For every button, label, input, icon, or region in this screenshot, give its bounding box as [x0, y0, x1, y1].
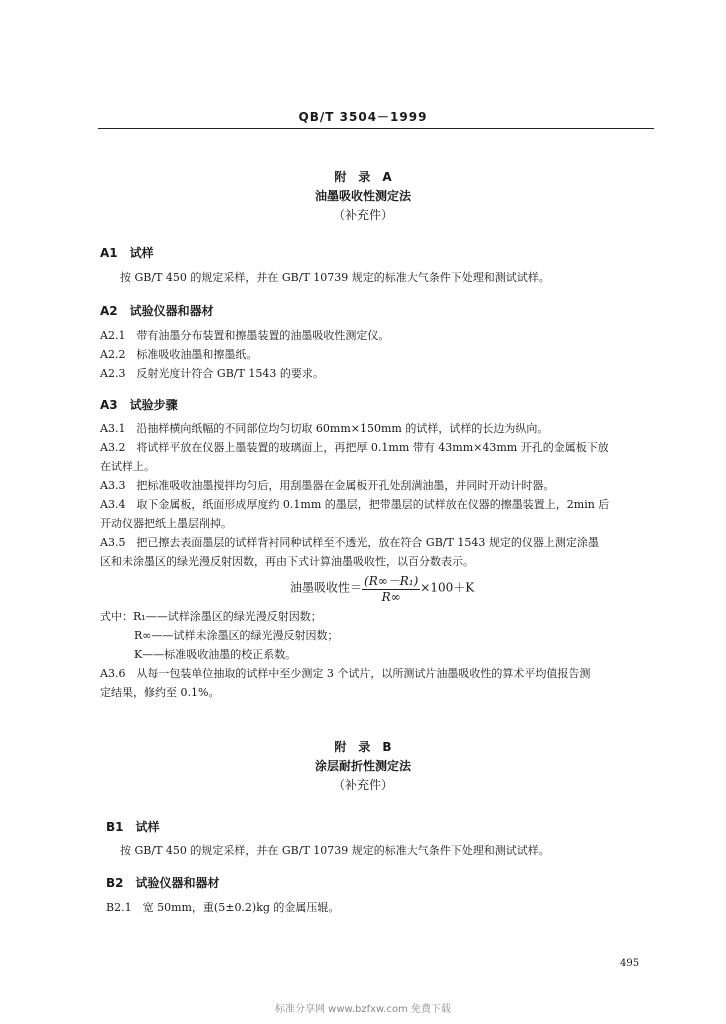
item-a3-5-line1: A3.5 把已擦去表面墨层的试样背衬同种试样至不透光，放在符合 GB/T 1543 规定的仪器上测定涂墨 [100, 536, 599, 549]
where-k: K——标准吸收油墨的校正系数。 [134, 648, 297, 661]
formula-fraction [362, 572, 420, 604]
appendix-a-subtitle: （补充件） [332, 208, 393, 222]
section-b2-heading: B2 试验仪器和器材 [106, 876, 220, 890]
header-rule [98, 128, 654, 129]
item-a2-2: A2.2 标准吸收油墨和擦墨纸。 [100, 348, 258, 361]
section-b1-heading: B1 试样 [106, 820, 160, 834]
appendix-b-title: 涂层耐折性测定法 [314, 759, 411, 773]
where-r1: 式中：R₁——试样涂墨区的绿光漫反射因数； [100, 610, 322, 623]
item-a3-4-line2: 开动仪器把纸上墨层削掉。 [100, 517, 232, 530]
appendix-b-subtitle: （补充件） [332, 778, 393, 792]
formula-denominator: R∞ [381, 590, 401, 604]
item-a3-3: A3.3 把标准吸收油墨搅拌均匀后，用刮墨器在金属板开孔处刮满油墨，并同时开动计时器。 [100, 479, 555, 492]
item-a3-1: A3.1 沿抽样横向纸幅的不同部位均匀切取 60mm×150mm 的试样，试样的长边为纵向。 [100, 422, 549, 435]
appendix-b-label: 附 录 B [334, 740, 392, 754]
item-a3-6-line2: 定结果，修约至 0.1%。 [100, 686, 220, 699]
section-a1-heading: A1 试样 [100, 246, 154, 260]
item-a3-2-line2: 在试样上。 [100, 460, 155, 473]
appendix-a-label: 附 录 A [334, 170, 392, 184]
page-number: 495 [620, 958, 640, 969]
item-a3-5-line2: 区和未涂墨区的绿光漫反射因数，再由下式计算油墨吸收性，以百分数表示。 [100, 555, 474, 568]
standard-header: QB/T 3504－1999 [298, 110, 428, 124]
section-a1-text: 按 GB/T 450 的规定采样，并在 GB/T 10739 规定的标准大气条件下处理和测试试样。 [120, 271, 550, 284]
formula-rhs: ×100＋K [420, 580, 475, 595]
formula-lhs: 油墨吸收性＝ [290, 580, 363, 595]
item-a2-1: A2.1 带有油墨分布装置和擦墨装置的油墨吸收性测定仪。 [100, 329, 390, 342]
appendix-a-title: 油墨吸收性测定法 [314, 189, 411, 203]
where-rinf: R∞——试样未涂墨区的绿光漫反射因数； [134, 629, 339, 642]
watermark-footer: 标准分享网 www.bzfxw.com 免费下载 [275, 1004, 451, 1015]
item-a2-3: A2.3 反射光度计符合 GB/T 1543 的要求。 [100, 367, 324, 380]
ink-absorbency-formula [290, 572, 474, 604]
section-a2-heading: A2 试验仪器和器材 [100, 304, 214, 318]
item-a3-4-line1: A3.4 取下金属板，纸面形成厚度约 0.1mm 的墨层，把带墨层的试样放在仪器的擦墨装置上，2min 后 [100, 498, 610, 511]
item-a3-2-line1: A3.2 将试样平放在仪器上墨装置的玻璃面上，再把厚 0.1mm 带有 43mm×43mm 开孔的金属板下放 [100, 441, 609, 454]
section-b1-text: 按 GB/T 450 的规定采样，并在 GB/T 10739 规定的标准大气条件下处理和测试试样。 [120, 844, 550, 857]
formula-numerator: (R∞－R₁) [364, 574, 419, 588]
section-a3-heading: A3 试验步骤 [100, 398, 178, 412]
item-a3-6-line1: A3.6 从每一包装单位抽取的试样中至少测定 3 个试片，以所测试片油墨吸收性的算术平均值报告测 [100, 667, 591, 680]
item-b2-1: B2.1 宽 50mm，重(5±0.2)kg 的金属压辊。 [106, 901, 340, 914]
